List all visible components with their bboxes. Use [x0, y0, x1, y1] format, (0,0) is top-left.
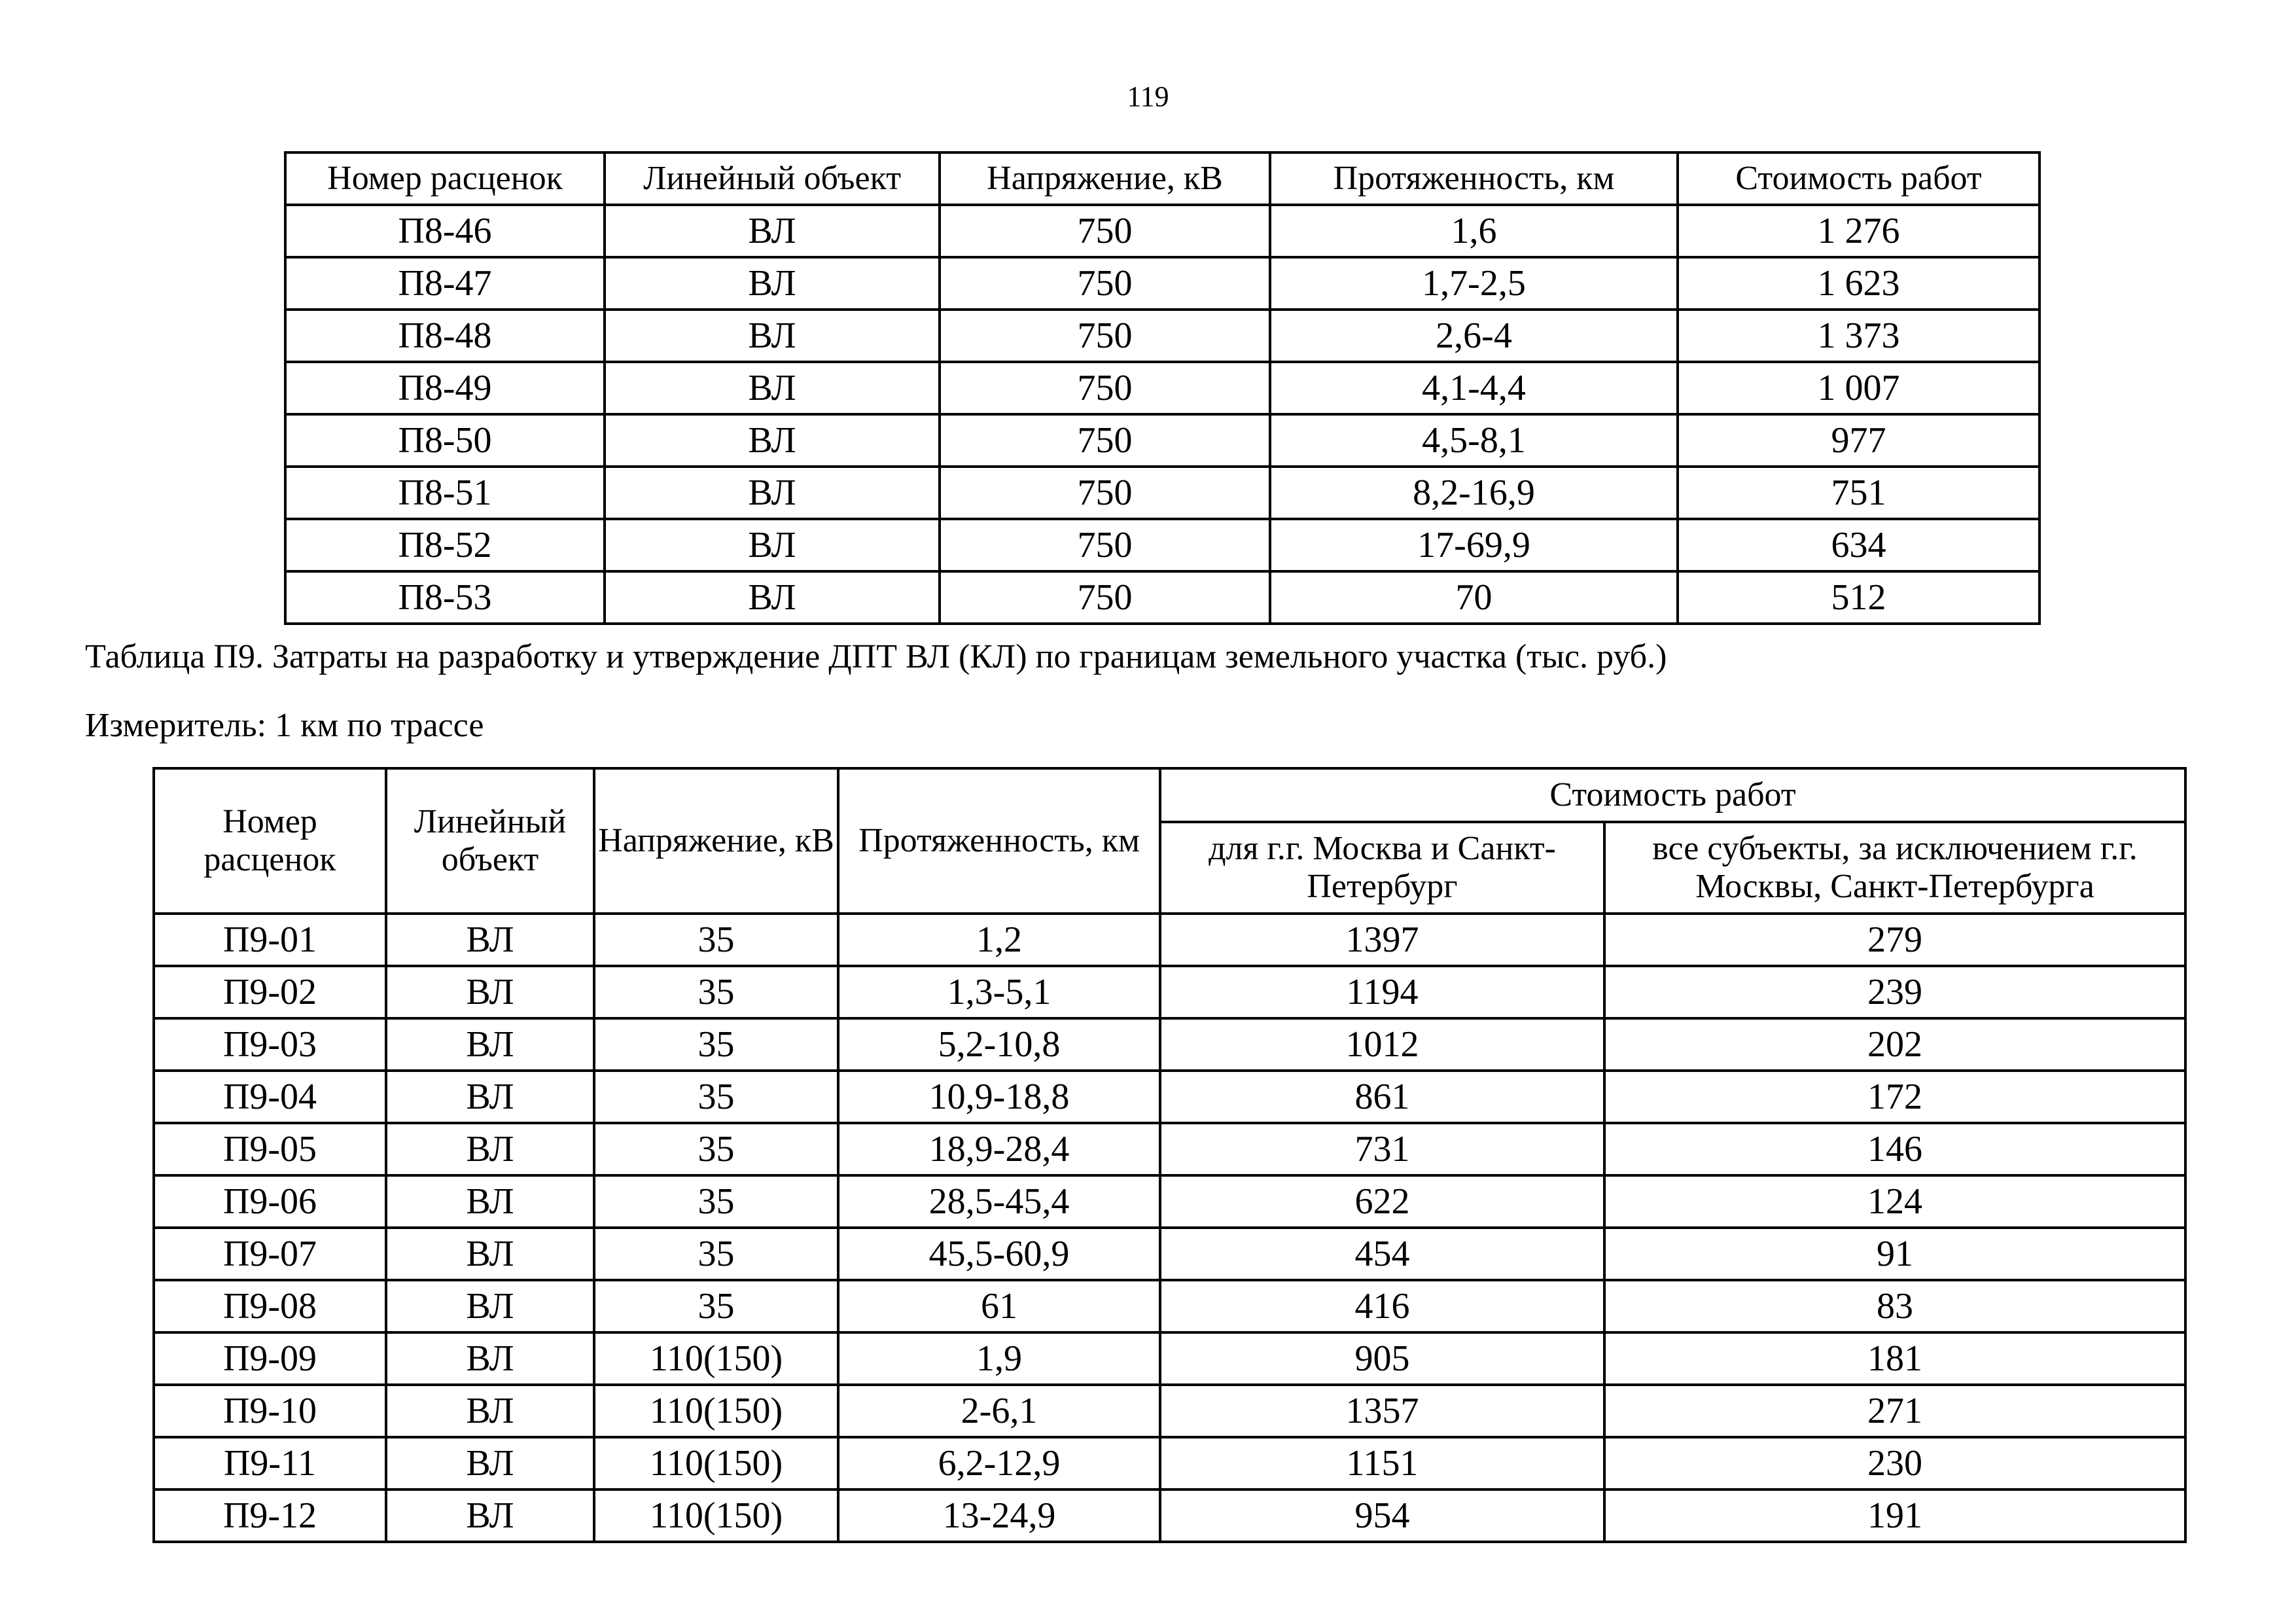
- cell-cost-moscow: 861: [1160, 1071, 1604, 1123]
- cell-voltage: 750: [940, 205, 1270, 257]
- cell-object: ВЛ: [605, 519, 940, 571]
- cell-cost-moscow: 905: [1160, 1332, 1604, 1385]
- table-row: [154, 1437, 2185, 1489]
- cell-object: ВЛ: [605, 310, 940, 362]
- cell-cost-other: 91: [1604, 1228, 2185, 1280]
- cell-cost-other: 279: [1604, 914, 2185, 966]
- cell-number: П9-11: [154, 1437, 386, 1489]
- header-length: Протяженность, км: [1270, 152, 1678, 205]
- cell-cost-other: 202: [1604, 1018, 2185, 1071]
- cell-voltage: 35: [594, 1228, 838, 1280]
- cell-cost: 1 623: [1678, 257, 2040, 310]
- header-object: Линейный объект: [386, 768, 594, 914]
- cell-voltage: 750: [940, 362, 1270, 414]
- table-row: [154, 1175, 2185, 1228]
- cell-length: 28,5-45,4: [838, 1175, 1160, 1228]
- cell-number: П9-09: [154, 1332, 386, 1385]
- cell-object: ВЛ: [386, 1175, 594, 1228]
- cell-voltage: 110(150): [594, 1489, 838, 1542]
- cell-number: П9-08: [154, 1280, 386, 1332]
- cell-object: ВЛ: [605, 205, 940, 257]
- table-row: [285, 310, 2040, 362]
- cell-cost: 634: [1678, 519, 2040, 571]
- cell-cost: 1 276: [1678, 205, 2040, 257]
- header-object: Линейный объект: [605, 152, 940, 205]
- cell-voltage: 750: [940, 467, 1270, 519]
- cell-length: 1,9: [838, 1332, 1160, 1385]
- cell-cost: 751: [1678, 467, 2040, 519]
- cell-voltage: 35: [594, 966, 838, 1018]
- cell-number: П9-02: [154, 966, 386, 1018]
- cell-number: П8-50: [285, 414, 605, 467]
- cell-object: ВЛ: [386, 914, 594, 966]
- cell-length: 45,5-60,9: [838, 1228, 1160, 1280]
- cell-voltage: 35: [594, 1175, 838, 1228]
- cell-object: ВЛ: [386, 1385, 594, 1437]
- cell-voltage: 110(150): [594, 1332, 838, 1385]
- cell-cost-moscow: 1151: [1160, 1437, 1604, 1489]
- table-row: [154, 1123, 2185, 1175]
- cell-object: ВЛ: [605, 571, 940, 624]
- cell-cost-moscow: 1357: [1160, 1385, 1604, 1437]
- cell-length: 61: [838, 1280, 1160, 1332]
- table-row: [285, 362, 2040, 414]
- cell-object: ВЛ: [386, 966, 594, 1018]
- cell-length: 1,7-2,5: [1270, 257, 1678, 310]
- cell-length: 5,2-10,8: [838, 1018, 1160, 1071]
- cell-cost-moscow: 1397: [1160, 914, 1604, 966]
- cell-cost-other: 172: [1604, 1071, 2185, 1123]
- table-row: [154, 1228, 2185, 1280]
- cell-cost-moscow: 1194: [1160, 966, 1604, 1018]
- table-p9-unit: Измеритель: 1 км по трассе: [85, 707, 484, 744]
- header-voltage: Напряжение, кВ: [594, 768, 838, 914]
- cell-cost-other: 271: [1604, 1385, 2185, 1437]
- cell-object: ВЛ: [386, 1280, 594, 1332]
- cell-number: П9-01: [154, 914, 386, 966]
- table-row: [154, 1332, 2185, 1385]
- cell-length: 1,3-5,1: [838, 966, 1160, 1018]
- table-row: [285, 467, 2040, 519]
- page-number: 119: [1127, 80, 1169, 113]
- cell-cost: 1 373: [1678, 310, 2040, 362]
- cell-number: П8-49: [285, 362, 605, 414]
- cell-number: П9-07: [154, 1228, 386, 1280]
- header-voltage: Напряжение, кВ: [940, 152, 1270, 205]
- cell-voltage: 35: [594, 1018, 838, 1071]
- cell-length: 17-69,9: [1270, 519, 1678, 571]
- cell-number: П9-12: [154, 1489, 386, 1542]
- cell-voltage: 750: [940, 310, 1270, 362]
- cell-number: П8-51: [285, 467, 605, 519]
- table-row: [154, 1280, 2185, 1332]
- cell-cost-other: 181: [1604, 1332, 2185, 1385]
- table-row: [154, 1385, 2185, 1437]
- cell-cost-moscow: 1012: [1160, 1018, 1604, 1071]
- cell-length: 10,9-18,8: [838, 1071, 1160, 1123]
- cell-cost: 1 007: [1678, 362, 2040, 414]
- cell-length: 1,6: [1270, 205, 1678, 257]
- cell-number: П9-10: [154, 1385, 386, 1437]
- table-row: [154, 1071, 2185, 1123]
- cell-number: П8-47: [285, 257, 605, 310]
- cell-object: ВЛ: [605, 362, 940, 414]
- cell-number: П9-06: [154, 1175, 386, 1228]
- cell-voltage: 35: [594, 1071, 838, 1123]
- cell-cost-other: 83: [1604, 1280, 2185, 1332]
- cell-number: П8-53: [285, 571, 605, 624]
- cell-object: ВЛ: [386, 1071, 594, 1123]
- header-cost-other: все субъекты, за исключением г.г. Москвы, Санкт-Петербурга: [1604, 822, 2185, 914]
- header-length: Протяженность, км: [838, 768, 1160, 914]
- header-cost-moscow: для г.г. Москва и Санкт-Петербург: [1160, 822, 1604, 914]
- table-p9-caption: Таблица П9. Затраты на разработку и утверждение ДПТ ВЛ (КЛ) по границам земельного участка (тыс. руб.): [85, 638, 1667, 675]
- table-row: [285, 205, 2040, 257]
- cell-voltage: 110(150): [594, 1385, 838, 1437]
- header-number: Номер расценок: [285, 152, 605, 205]
- cell-number: П8-46: [285, 205, 605, 257]
- table-p8: [284, 151, 2041, 625]
- cell-number: П9-03: [154, 1018, 386, 1071]
- cell-cost-moscow: 622: [1160, 1175, 1604, 1228]
- cell-cost-moscow: 731: [1160, 1123, 1604, 1175]
- cell-voltage: 750: [940, 519, 1270, 571]
- table-p9: [152, 767, 2187, 1543]
- cell-length: 4,1-4,4: [1270, 362, 1678, 414]
- cell-cost-other: 146: [1604, 1123, 2185, 1175]
- cell-length: 70: [1270, 571, 1678, 624]
- cell-voltage: 35: [594, 914, 838, 966]
- cell-number: П8-48: [285, 310, 605, 362]
- cell-length: 8,2-16,9: [1270, 467, 1678, 519]
- cell-object: ВЛ: [386, 1332, 594, 1385]
- cell-length: 4,5-8,1: [1270, 414, 1678, 467]
- cell-voltage: 750: [940, 571, 1270, 624]
- table-row: [285, 571, 2040, 624]
- cell-voltage: 750: [940, 414, 1270, 467]
- table-row: [154, 1018, 2185, 1071]
- cell-object: ВЛ: [386, 1489, 594, 1542]
- table-row: [285, 519, 2040, 571]
- cell-cost-moscow: 454: [1160, 1228, 1604, 1280]
- cell-cost-other: 124: [1604, 1175, 2185, 1228]
- cell-object: ВЛ: [386, 1228, 594, 1280]
- cell-number: П8-52: [285, 519, 605, 571]
- header-cost: Стоимость работ: [1678, 152, 2040, 205]
- cell-cost: 977: [1678, 414, 2040, 467]
- cell-length: 6,2-12,9: [838, 1437, 1160, 1489]
- table-row: [285, 414, 2040, 467]
- cell-voltage: 35: [594, 1123, 838, 1175]
- cell-cost-other: 191: [1604, 1489, 2185, 1542]
- cell-voltage: 110(150): [594, 1437, 838, 1489]
- table-row: [154, 966, 2185, 1018]
- table-p9-header-row: [154, 768, 2185, 822]
- table-row: [285, 257, 2040, 310]
- header-cost: Стоимость работ: [1160, 768, 2185, 822]
- cell-voltage: 750: [940, 257, 1270, 310]
- cell-length: 18,9-28,4: [838, 1123, 1160, 1175]
- header-number: Номер расценок: [154, 768, 386, 914]
- cell-cost-other: 239: [1604, 966, 2185, 1018]
- cell-cost-other: 230: [1604, 1437, 2185, 1489]
- cell-cost-moscow: 416: [1160, 1280, 1604, 1332]
- cell-voltage: 35: [594, 1280, 838, 1332]
- cell-length: 2,6-4: [1270, 310, 1678, 362]
- table-p8-header-row: [285, 152, 2040, 205]
- cell-object: ВЛ: [605, 467, 940, 519]
- cell-cost-moscow: 954: [1160, 1489, 1604, 1542]
- cell-object: ВЛ: [605, 414, 940, 467]
- cell-number: П9-05: [154, 1123, 386, 1175]
- cell-length: 1,2: [838, 914, 1160, 966]
- cell-length: 2-6,1: [838, 1385, 1160, 1437]
- table-row: [154, 1489, 2185, 1542]
- cell-object: ВЛ: [605, 257, 940, 310]
- cell-number: П9-04: [154, 1071, 386, 1123]
- cell-length: 13-24,9: [838, 1489, 1160, 1542]
- cell-cost: 512: [1678, 571, 2040, 624]
- cell-object: ВЛ: [386, 1018, 594, 1071]
- cell-object: ВЛ: [386, 1123, 594, 1175]
- cell-object: ВЛ: [386, 1437, 594, 1489]
- table-row: [154, 914, 2185, 966]
